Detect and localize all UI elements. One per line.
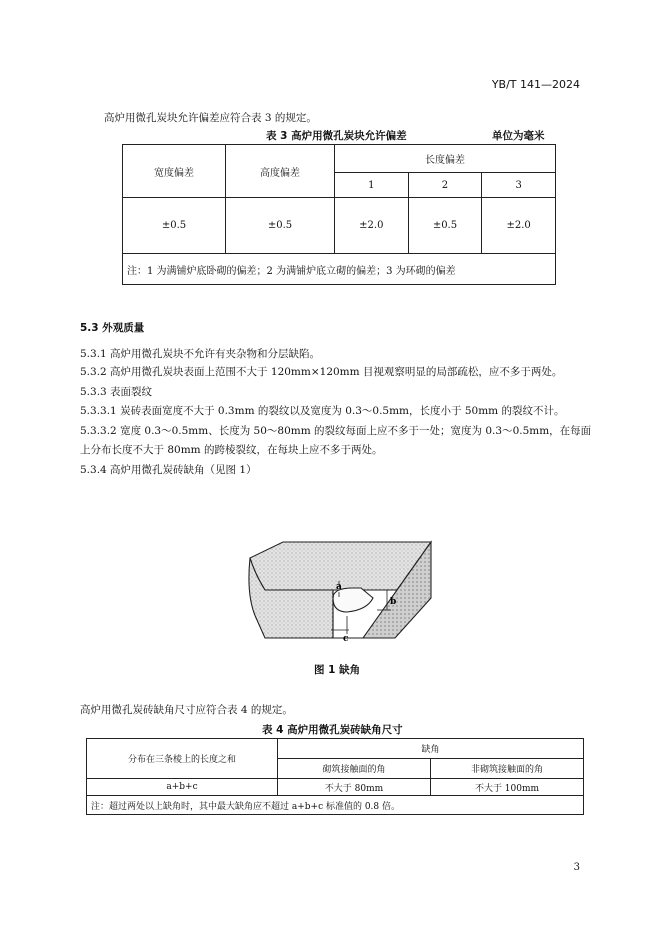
table3-cell: ±0.5	[226, 198, 335, 254]
table3-cell: ±2.0	[482, 198, 556, 254]
table3-subheader: 2	[408, 173, 482, 198]
table4-caption: 表 4 高炉用微孔炭砖缺角尺寸	[262, 724, 403, 736]
table4-sub-right: 非砌筑接触面的角	[431, 759, 584, 779]
table3-cell: ±2.0	[335, 198, 409, 254]
table4	[86, 738, 584, 815]
figure1-corner-defect	[243, 540, 433, 652]
table3-note: 注：1 为满铺炉底卧砌的偏差；2 为满铺炉底立砌的偏差；3 为环砌的偏差	[123, 254, 556, 285]
table4-header-left: 分布在三条棱上的长度之和	[87, 739, 278, 779]
clause-5-3-3-2: 5.3.3.2 宽度 0.3～0.5mm、长度为 50～80mm 的裂纹每面上应不多于一处；宽度为 0.3～0.5mm，在每面	[80, 425, 592, 437]
table4-row-right: 不大于 100mm	[431, 779, 584, 796]
section-5-3-title: 5.3 外观质量	[80, 322, 145, 334]
table3-header-length: 长度偏差	[335, 145, 556, 173]
page-number: 3	[573, 862, 580, 873]
clause-5-3-4: 5.3.4 高炉用微孔炭砖缺角（见图 1）	[80, 464, 257, 476]
table4-note: 注：超过两处以上缺角时，其中最大缺角应不超过 a+b+c 标准值的 0.8 倍。	[87, 796, 584, 815]
figure1-label-c: c	[343, 634, 349, 644]
table3-unit: 单位为毫米	[492, 130, 545, 142]
table3-cell: ±0.5	[408, 198, 482, 254]
clause-5-3-3-1: 5.3.3.1 炭砖表面宽度不大于 0.3mm 的裂纹以及宽度为 0.3～0.5mm，长度小于 50mm 的裂纹不计。	[80, 405, 565, 417]
table3-cell: ±0.5	[123, 198, 226, 254]
table3-intro: 高炉用微孔炭块允许偏差应符合表 3 的规定。	[104, 112, 317, 124]
table4-row-left: 不大于 80mm	[278, 779, 431, 796]
clause-5-3-2: 5.3.2 高炉用微孔炭块表面上范围不大于 120mm×120mm 目视观察明显的局部疏松，应不多于两处。	[80, 366, 563, 378]
figure1-label-b: b	[390, 597, 397, 607]
table3-subheader: 1	[335, 173, 409, 198]
table3-header-height: 高度偏差	[226, 145, 335, 198]
table4-intro: 高炉用微孔炭砖缺角尺寸应符合表 4 的规定。	[80, 704, 293, 716]
table3-caption: 表 3 高炉用微孔炭块允许偏差	[266, 130, 407, 142]
table4-sub-left: 砌筑接触面的角	[278, 759, 431, 779]
clause-5-3-3-2-cont: 上分布长度不大于 80mm 的跨棱裂纹，在每块上应不多于两处。	[80, 444, 383, 456]
clause-5-3-1: 5.3.1 高炉用微孔炭块不允许有夹杂物和分层缺陷。	[80, 348, 321, 360]
clause-5-3-3: 5.3.3 表面裂纹	[80, 386, 153, 398]
table4-row-label: a+b+c	[87, 779, 278, 796]
figure1-caption: 图 1 缺角	[314, 664, 361, 676]
table4-header-right: 缺角	[278, 739, 584, 759]
document-code: YB/T 141—2024	[491, 78, 580, 91]
table3-header-width: 宽度偏差	[123, 145, 226, 198]
figure1-label-a: a	[336, 582, 342, 592]
table3	[122, 144, 556, 285]
table3-subheader: 3	[482, 173, 556, 198]
